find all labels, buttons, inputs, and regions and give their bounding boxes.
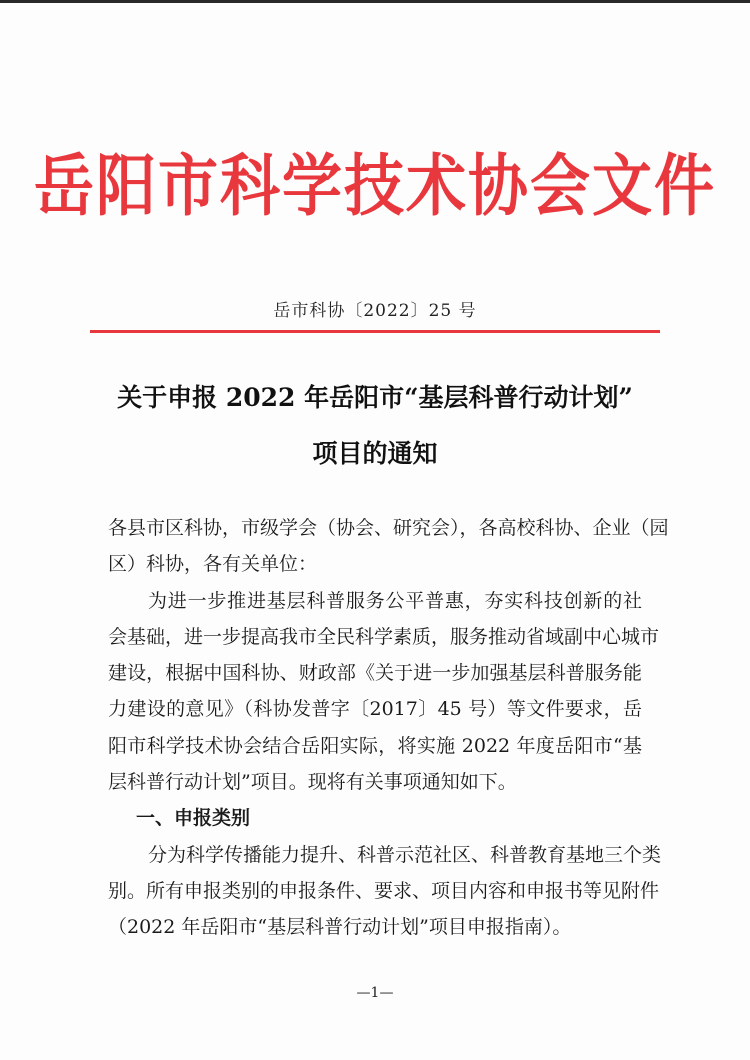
- notice-title-line-1: 关于申报 2022 年岳阳市“基层科普行动计划”: [117, 383, 633, 412]
- body-line-paragraph-5: 阳市科学技术协会结合岳阳实际，将实施 2022 年度岳阳市“基: [108, 734, 642, 757]
- notice-title-line-2: 项目的通知: [312, 439, 438, 468]
- body-line-salutation-1: 各县市区科协，市级学会（协会、研究会），各高校科协、企业（园: [108, 517, 669, 539]
- red-divider-line: [90, 330, 660, 333]
- page-number: —1—: [356, 985, 394, 1001]
- body-line-paragraph-2: 会基础，进一步提高我市全民科学素质，服务推动省域副中心城市: [108, 625, 660, 648]
- section-heading-application-categories: 一、申报类别: [136, 807, 251, 830]
- body-line-paragraph-1: 为进一步推进基层科普服务公平普惠，夯实科技创新的社: [148, 589, 642, 612]
- notice-body: [108, 510, 669, 946]
- body-line-section-3: （2022 年岳阳市“基层科普行动计划”项目申报指南）。: [108, 916, 572, 939]
- body-line-salutation-2: 区）科协，各有关单位：: [108, 553, 318, 576]
- body-line-paragraph-4: 力建设的意见》（科协发普字〔2017〕45 号）等文件要求，岳: [108, 698, 642, 721]
- body-line-paragraph-6: 层科普行动计划”项目。现将有关事项通知如下。: [108, 771, 517, 794]
- document-number: 岳市科协〔2022〕25 号: [273, 301, 477, 321]
- body-line-paragraph-3: 建设，根据中国科协、财政部《关于进一步加强基层科普服务能: [108, 662, 642, 685]
- body-line-section-1: 分为科学传播能力提升、科普示范社区、科普教育基地三个类: [148, 843, 662, 866]
- body-line-section-2: 别。所有申报类别的申报条件、要求、项目内容和申报书等见附件: [108, 879, 660, 902]
- scan-top-edge: [0, 0, 750, 3]
- document-masthead: 岳阳市科学技术协会文件: [34, 147, 716, 226]
